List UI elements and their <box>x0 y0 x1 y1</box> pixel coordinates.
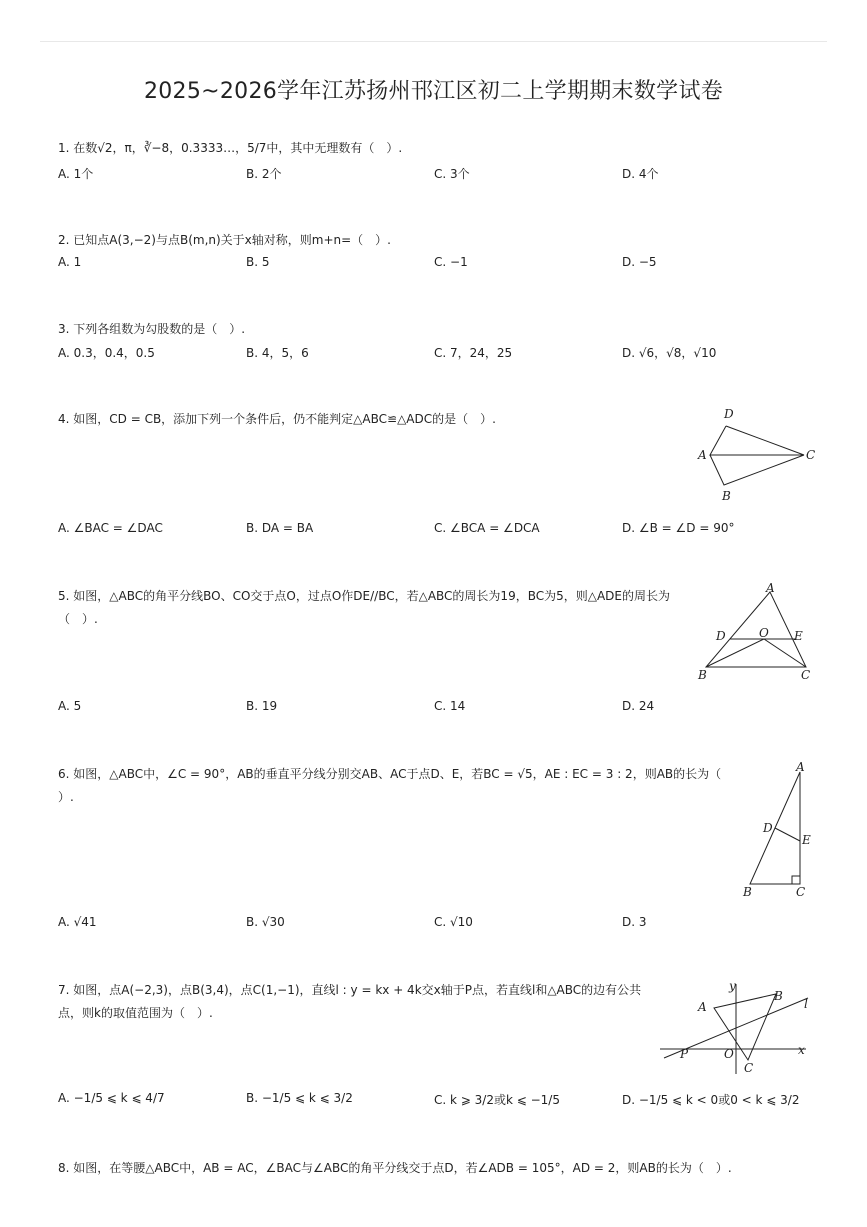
fig6-line-de <box>775 828 800 841</box>
question-6-option-b[interactable]: B. √30 <box>246 915 285 929</box>
question-2-option-b[interactable]: B. 5 <box>246 255 270 269</box>
fig6-label-b: B <box>743 885 752 899</box>
fig4-label-d: D <box>724 407 734 421</box>
question-6-stem-line2: ）. <box>58 790 74 804</box>
fig4-label-c: C <box>806 448 816 462</box>
question-5-option-b[interactable]: B. 19 <box>246 699 278 713</box>
fig7-label-y: y <box>729 979 736 993</box>
fig7-label-l: l <box>804 997 808 1011</box>
question-7-stem-line2: 点，则k的取值范围为（ ）. <box>58 1006 213 1020</box>
fig6-right-angle <box>792 876 800 884</box>
question-3-option-d[interactable]: D. √6，√8，√10 <box>622 346 717 360</box>
fig5-label-a: A <box>766 581 775 595</box>
fig4-triangle-abc <box>710 455 804 485</box>
question-4-option-c[interactable]: C. ∠BCA = ∠DCA <box>434 521 540 535</box>
fig5-line-bo <box>706 639 764 667</box>
question-6-stem-line1: 6. 如图，△ABC中，∠C = 90°，AB的垂直平分线分别交AB、AC于点D、E，若BC = √5，AE : EC = 3 : 2，则AB的长为（ <box>58 767 722 781</box>
fig5-label-e: E <box>794 629 803 643</box>
fig6-label-c: C <box>796 885 806 899</box>
question-1-option-b[interactable]: B. 2个 <box>246 167 282 181</box>
question-6-option-d[interactable]: D. 3 <box>622 915 647 929</box>
fig5-label-o: O <box>759 626 769 640</box>
question-5-option-d[interactable]: D. 24 <box>622 699 655 713</box>
question-3-option-c[interactable]: C. 7，24，25 <box>434 346 513 360</box>
fig4-label-b: B <box>722 489 731 503</box>
fig7-label-o: O <box>724 1047 734 1061</box>
question-1-option-d[interactable]: D. 4个 <box>622 167 659 181</box>
question-7-figure <box>656 978 816 1076</box>
fig5-label-d: D <box>716 629 726 643</box>
fig7-label-c: C <box>744 1061 754 1075</box>
fig4-label-a: A <box>698 448 707 462</box>
question-4-option-d[interactable]: D. ∠B = ∠D = 90° <box>622 521 735 535</box>
fig7-label-a: A <box>698 1000 707 1014</box>
fig4-triangle-adc <box>710 426 804 455</box>
question-2-option-d[interactable]: D. −5 <box>622 255 657 269</box>
question-4-option-a[interactable]: A. ∠BAC = ∠DAC <box>58 521 163 535</box>
question-5-stem-line2: （ ）. <box>58 612 98 626</box>
fig6-label-d: D <box>763 821 773 835</box>
question-7-stem-line1: 7. 如图，点A(−2,3)，点B(3,4)，点C(1,−1)，直线l : y = kx + 4k交x轴于P点，若直线l和△ABC的边有公共 <box>58 983 642 997</box>
fig6-label-a: A <box>796 760 805 774</box>
fig5-label-b: B <box>698 668 707 682</box>
question-7-option-d[interactable]: D. −1/5 ⩽ k < 0或0 < k ⩽ 3/2 <box>622 1093 800 1107</box>
question-7-option-a[interactable]: A. −1/5 ⩽ k ⩽ 4/7 <box>58 1091 165 1105</box>
fig6-label-e: E <box>802 833 811 847</box>
question-4-figure <box>690 400 820 510</box>
question-6-option-c[interactable]: C. √10 <box>434 915 473 929</box>
question-1-option-a[interactable]: A. 1个 <box>58 167 94 181</box>
question-7-option-c[interactable]: C. k ⩾ 3/2或k ⩽ −1/5 <box>434 1093 560 1107</box>
question-2-option-a[interactable]: A. 1 <box>58 255 82 269</box>
question-5-figure <box>694 580 818 682</box>
question-6-figure <box>738 758 818 900</box>
question-4-option-b[interactable]: B. DA = BA <box>246 521 314 535</box>
header-divider <box>40 41 827 42</box>
question-6-option-a[interactable]: A. √41 <box>58 915 97 929</box>
question-3-stem: 3. 下列各组数为勾股数的是（ ）. <box>58 322 246 336</box>
question-2-option-c[interactable]: C. −1 <box>434 255 468 269</box>
question-7-option-b[interactable]: B. −1/5 ⩽ k ⩽ 3/2 <box>246 1091 353 1105</box>
fig7-label-b: B <box>774 989 783 1003</box>
question-1-stem: 1. 在数√2，π，∛−8，0.3333…，5/7中，其中无理数有（ ）. <box>58 141 403 155</box>
question-5-option-a[interactable]: A. 5 <box>58 699 82 713</box>
question-5-option-c[interactable]: C. 14 <box>434 699 466 713</box>
question-8-stem: 8. 如图，在等腰△ABC中，AB = AC，∠BAC与∠ABC的角平分线交于点D，若∠ADB = 105°，AD = 2，则AB的长为（ ）. <box>58 1161 732 1175</box>
question-3-option-a[interactable]: A. 0.3，0.4，0.5 <box>58 346 155 360</box>
question-2-stem: 2. 已知点A(3,−2)与点B(m,n)关于x轴对称，则m+n=（ ）. <box>58 233 392 247</box>
question-3-option-b[interactable]: B. 4，5，6 <box>246 346 309 360</box>
fig7-label-x: x <box>798 1043 805 1057</box>
page-title: 2025~2026学年江苏扬州邗江区初二上学期期末数学试卷 <box>143 79 724 104</box>
question-5-stem-line1: 5. 如图，△ABC的角平分线BO、CO交于点O，过点O作DE//BC，若△ABC的周长为19，BC为5，则△ADE的周长为 <box>58 589 670 603</box>
question-1-option-c[interactable]: C. 3个 <box>434 167 470 181</box>
fig7-label-p: P <box>680 1047 689 1061</box>
question-4-stem: 4. 如图，CD = CB，添加下列一个条件后，仍不能判定△ABC≌△ADC的是（ ）. <box>58 412 496 426</box>
fig5-label-c: C <box>801 668 811 682</box>
